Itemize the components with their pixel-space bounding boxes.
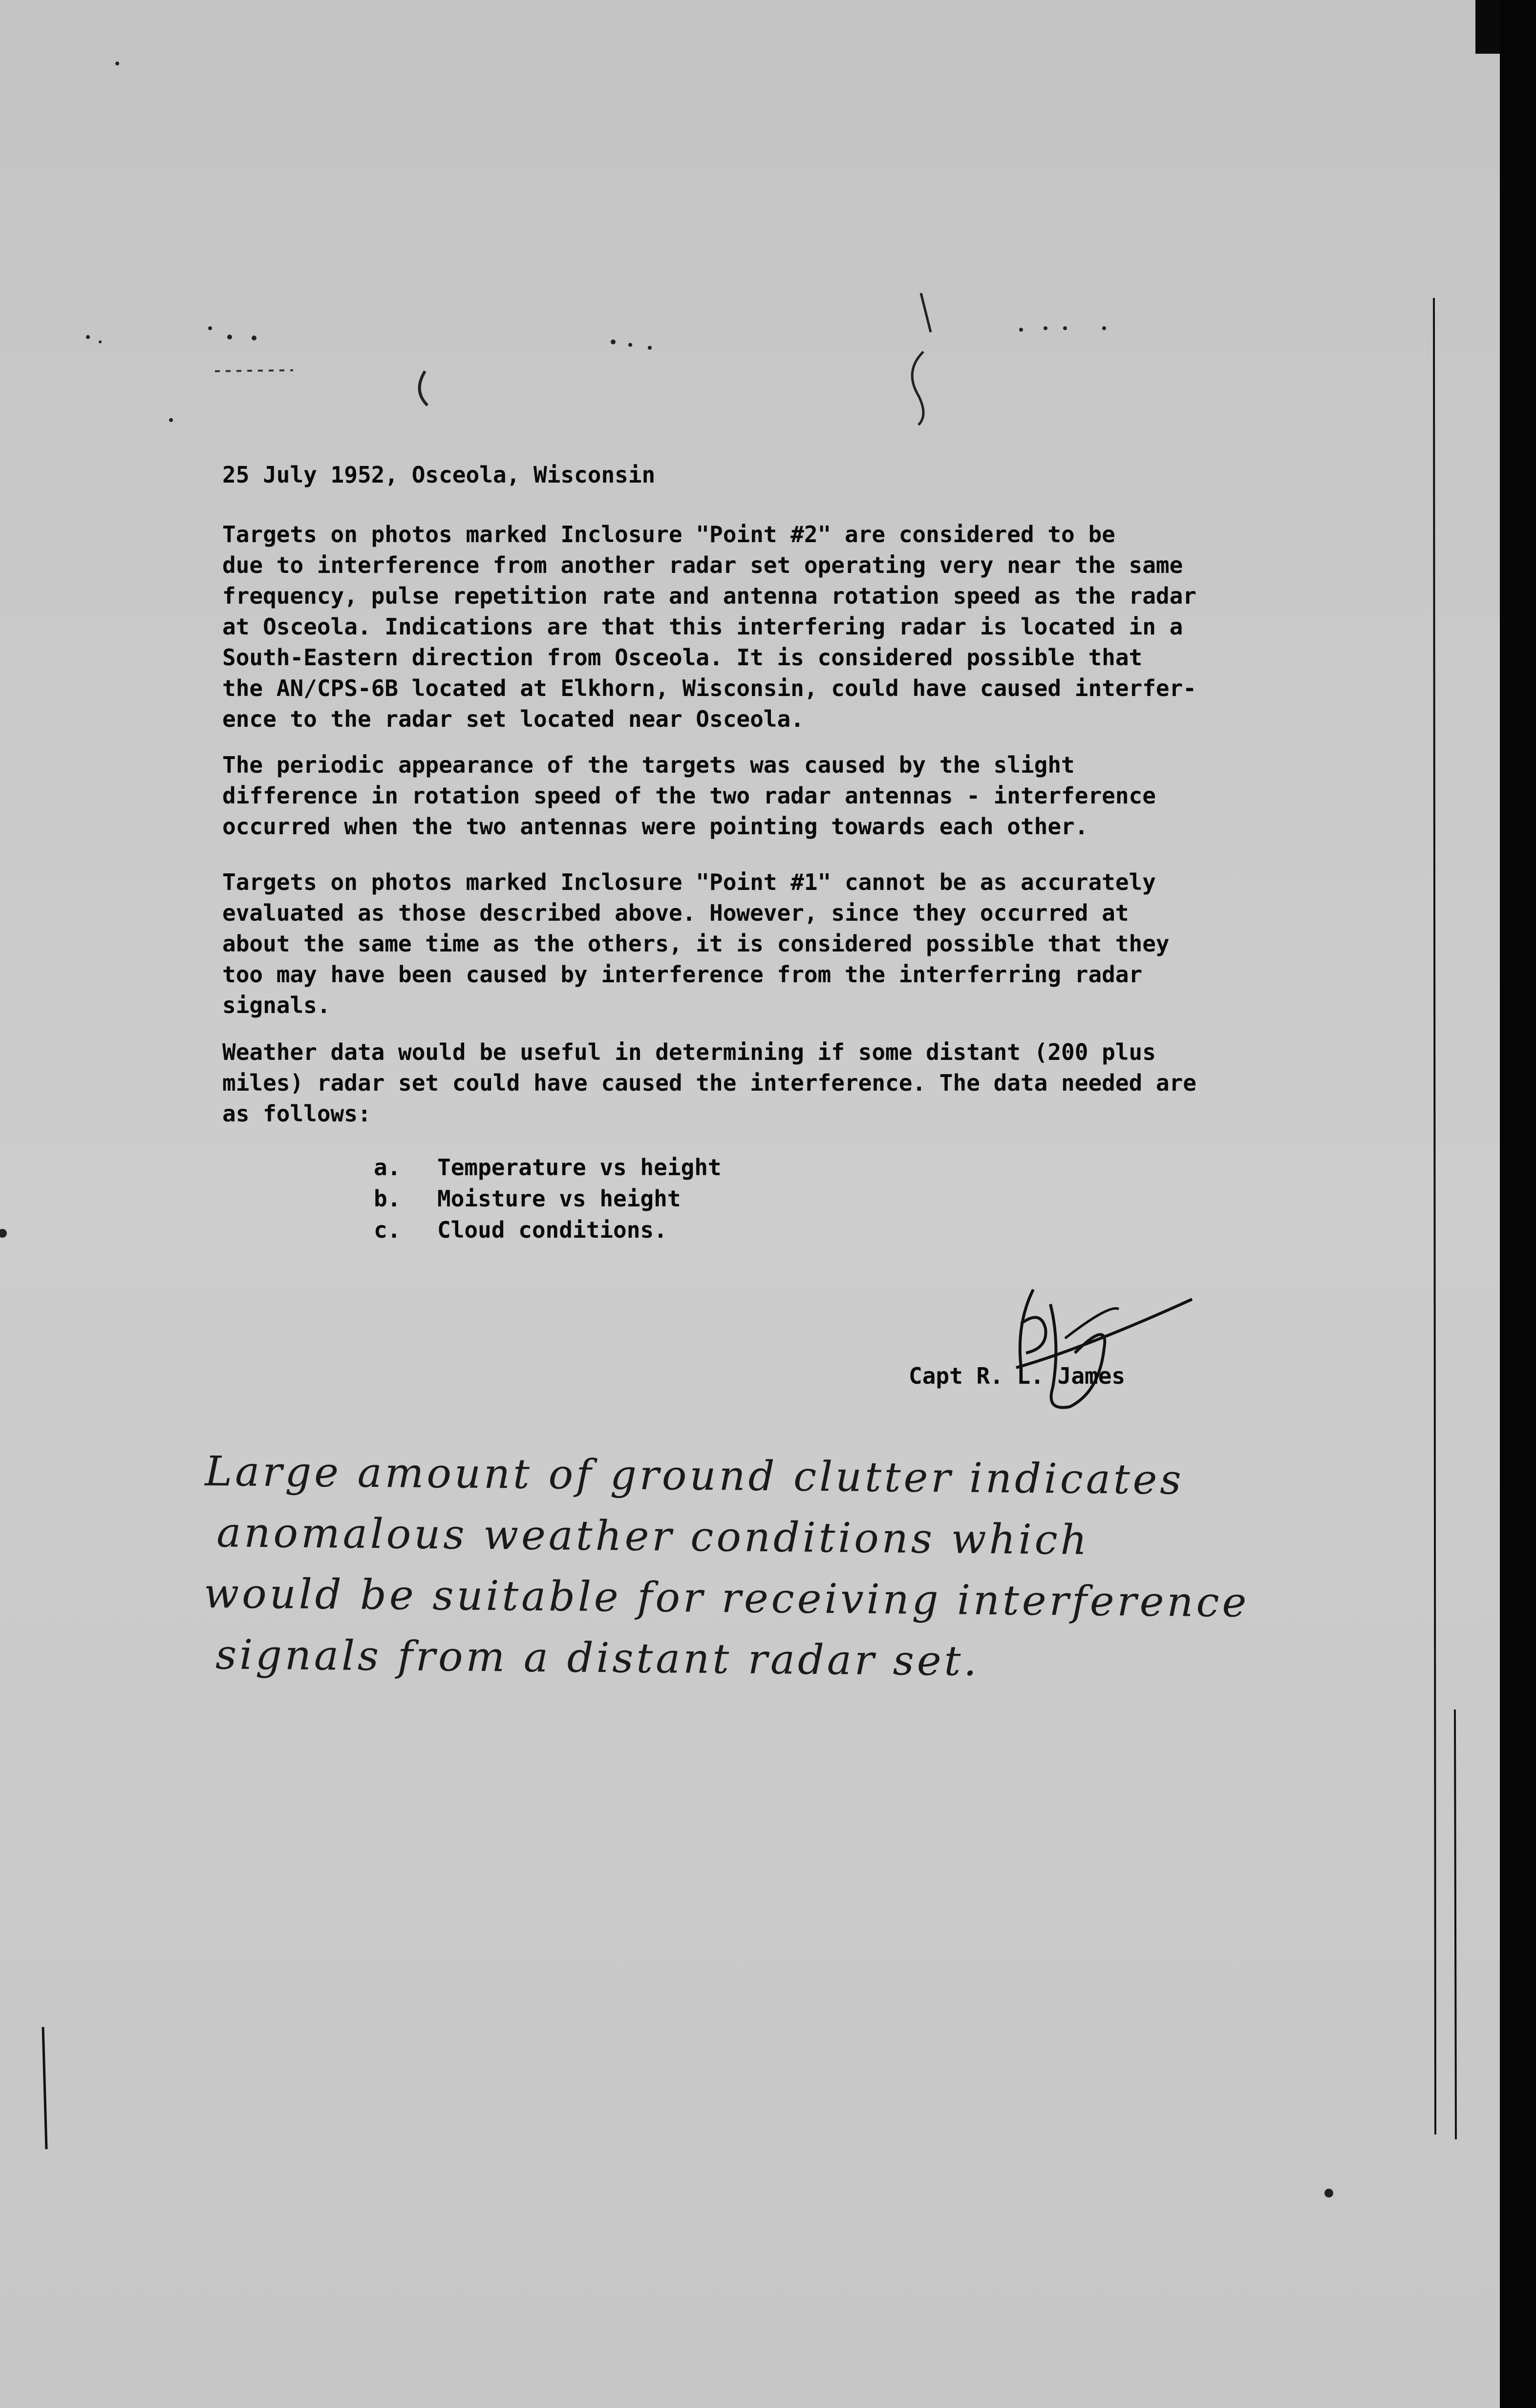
- paragraph-weather-data: Weather data would be useful in determining if some distant (200 plus miles) radar set could have caused the interference. The data needed are as follows:: [222, 1039, 1196, 1127]
- scan-border-right: [1500, 0, 1536, 2408]
- date-line: 25 July 1952, Osceola, Wisconsin: [222, 462, 656, 488]
- paragraph-periodic-appearance: The periodic appearance of the targets was caused by the slight difference in rotation speed of the two radar antennas - interference occurred when the two antennas were pointing towards each other.: [222, 752, 1156, 840]
- paragraph-point-2: Targets on photos marked Inclosure "Point #2" are considered to be due to interference from another radar set operating very near the same frequency, pulse repetition rate and antenna rotation speed as the radar at Osceola. Indications are that this interfering radar is located in a South-Eastern direction from Osceola. It is considered possible that the AN/CPS-6B located at Elkhorn, Wisconsin, could have caused interfer- ence to the radar set located near Osceola.: [222, 521, 1196, 732]
- handwritten-line: anomalous weather conditions which: [216, 1508, 1090, 1564]
- handwritten-line: Large amount of ground clutter indicates: [205, 1447, 1184, 1504]
- left-margin-line: [43, 2027, 46, 2149]
- speck-marks: [0, 62, 1333, 2197]
- data-needed-list: [374, 1152, 722, 1246]
- right-margin-line: [1434, 298, 1435, 2134]
- scan-border-top: [1475, 0, 1500, 54]
- signature-block: Capt R. L. James: [909, 1363, 1126, 1389]
- paragraph-point-1: Targets on photos marked Inclosure "Point #1" cannot be as accurately evaluated as those described above. However, since they occurred at about the same time as the others, it is considered possible that they too may have been caused by interference from the interferring radar signals.: [222, 869, 1170, 1018]
- scan-mark-tick: [921, 293, 931, 332]
- list-item: c. Cloud conditions.: [374, 1217, 667, 1243]
- scan-mark-squiggle: [912, 352, 923, 425]
- handwritten-signature: [987, 1265, 1212, 1421]
- handwritten-line: would be suitable for receiving interference: [203, 1569, 1250, 1626]
- handwritten-line: signals from a distant radar set.: [215, 1630, 980, 1685]
- scan-mark-curve: [420, 371, 427, 405]
- handwritten-note: [203, 1441, 1475, 1696]
- list-item: a. Temperature vs height: [374, 1154, 722, 1181]
- list-item: b. Moisture vs height: [374, 1185, 681, 1212]
